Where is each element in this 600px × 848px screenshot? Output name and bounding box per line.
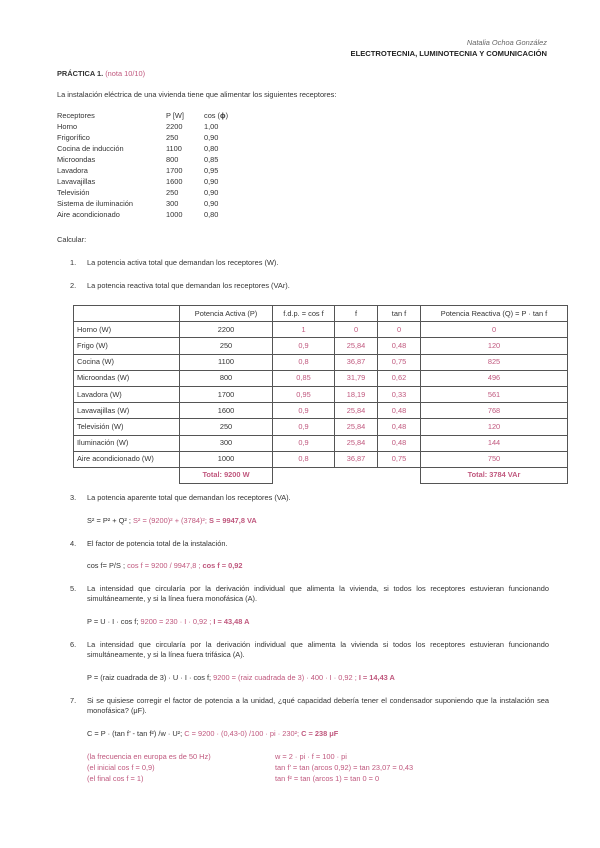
table-cell: 120 <box>421 338 568 354</box>
note-right: tan f² = tan (arcos 1) = tan 0 = 0 <box>275 774 380 783</box>
table-row <box>74 338 568 354</box>
question-number: 1. <box>70 258 77 267</box>
table-cell: 25,84 <box>335 419 378 435</box>
receptor-cos: 0,90 <box>204 188 219 197</box>
total-reactive-power: Total: 3784 VAr <box>421 467 568 483</box>
note-right: tan f’ = tan (arcos 0,92) = tan 23,07 = 0,43 <box>275 763 414 772</box>
question-1-text: La potencia activa total que demandan los receptores (W). <box>87 258 279 267</box>
table-cell: 0,9 <box>273 338 335 354</box>
question-5-formula: P = U · I · cos f; 9200 = 230 · I · 0,92 ; I = 43,48 A <box>87 617 250 626</box>
table-cell: 36,87 <box>335 354 378 370</box>
table-cell: Microondas (W) <box>74 370 180 386</box>
table-cell: 250 <box>180 338 273 354</box>
table-row <box>74 451 568 467</box>
receptor-power: 800 <box>166 155 179 164</box>
receptor-power: 2200 <box>166 122 183 131</box>
table-header-cell: f <box>335 306 378 322</box>
receptor-cos: 1,00 <box>204 122 219 131</box>
table-cell: Iluminación (W) <box>74 435 180 451</box>
receptor-cos: 0,80 <box>204 210 219 219</box>
table-row <box>74 322 568 338</box>
table-header-cell: f.d.p. = cos f <box>273 306 335 322</box>
table-row <box>74 403 568 419</box>
table-cell: 0,95 <box>273 386 335 402</box>
table-cell: 0 <box>335 322 378 338</box>
table-cell: 0,48 <box>378 435 421 451</box>
table-cell: 300 <box>180 435 273 451</box>
table-cell: 750 <box>421 451 568 467</box>
table-cell: 25,84 <box>335 435 378 451</box>
table-cell: 561 <box>421 386 568 402</box>
table-cell: 1600 <box>180 403 273 419</box>
receptor-power: 1000 <box>166 210 183 219</box>
table-cell: 1000 <box>180 451 273 467</box>
table-cell: 0,48 <box>378 419 421 435</box>
receptor-name: Lavadora <box>57 166 88 175</box>
question-4-formula: cos f= P/S ; cos f = 9200 / 9947,8 ; cos f = 0,92 <box>87 561 243 570</box>
note-right: w = 2 · pi · f = 100 · pi <box>275 752 347 761</box>
receptor-cos: 0,95 <box>204 166 219 175</box>
table-cell: 144 <box>421 435 568 451</box>
table-cell: 0 <box>378 322 421 338</box>
table-row <box>74 370 568 386</box>
table-cell: 0,9 <box>273 419 335 435</box>
table-cell: 0,9 <box>273 403 335 419</box>
question-2-text: La potencia reactiva total que demandan los receptores (VAr). <box>87 281 290 290</box>
receptor-name: Microondas <box>57 155 96 164</box>
table-cell: Lavadora (W) <box>74 386 180 402</box>
reactive-power-table <box>73 305 568 484</box>
total-active-power: Total: 9200 W <box>180 467 273 483</box>
table-cell: Lavavajillas (W) <box>74 403 180 419</box>
question-5-text: La intensidad que circularía por la derivación individual que alimenta la vivienda, si todos los receptores estuvieran funcionando simultáneamente, y si la línea fuera monofásica (A). <box>87 584 549 603</box>
table-cell: 0,62 <box>378 370 421 386</box>
question-3-text: La potencia aparente total que demandan los receptores (VA). <box>87 493 291 502</box>
receptor-name: Televisión <box>57 188 90 197</box>
question-7-formula: C = P · (tan f’ - tan f²) /w · U²; C = 9200 · (0,43-0) /100 · pi · 230²; C = 238 μF <box>87 729 339 738</box>
practice-title <box>57 69 145 79</box>
receptor-power: 1100 <box>166 144 182 153</box>
table-cell: 31,79 <box>335 370 378 386</box>
receptor-name: Aire acondicionado <box>57 210 120 219</box>
table-cell: 0,9 <box>273 435 335 451</box>
author-name: Natalia Ochoa González <box>466 38 547 47</box>
table-header-cell: Potencia Activa (P) <box>180 306 273 322</box>
table-cell: 0,75 <box>378 354 421 370</box>
practice-label: PRÁCTICA 1. <box>57 69 104 78</box>
receptor-name: Frigorífico <box>57 133 90 142</box>
table-cell: 0,33 <box>378 386 421 402</box>
table-cell: 1 <box>273 322 335 338</box>
table-row <box>74 419 568 435</box>
receptor-power: 1600 <box>166 177 183 186</box>
receptor-name: Horno <box>57 122 78 131</box>
question-number: 2. <box>70 281 77 290</box>
table-cell: 0,75 <box>378 451 421 467</box>
table-total-row <box>74 467 568 483</box>
table-cell: 0,8 <box>273 451 335 467</box>
receptor-cos: 0,80 <box>204 144 219 153</box>
table-cell: 0 <box>421 322 568 338</box>
table-cell: Horno (W) <box>74 322 180 338</box>
table-cell: 0,48 <box>378 338 421 354</box>
table-cell: Frigo (W) <box>74 338 180 354</box>
phi-symbol: ϕ <box>220 111 226 120</box>
table-cell: 36,87 <box>335 451 378 467</box>
table-cell: 0,85 <box>273 370 335 386</box>
receptor-power: 1700 <box>166 166 183 175</box>
note-left: (el inicial cos f = 0,9) <box>87 763 155 772</box>
table-cell: 768 <box>421 403 568 419</box>
table-cell: 250 <box>180 419 273 435</box>
table-cell: Cocina (W) <box>74 354 180 370</box>
table-cell: 496 <box>421 370 568 386</box>
receptor-power: 300 <box>166 199 179 208</box>
table-cell: 120 <box>421 419 568 435</box>
question-4-text: El factor de potencia total de la instalación. <box>87 539 228 548</box>
receptor-header-name: Receptores <box>57 111 95 120</box>
table-cell: 800 <box>180 370 273 386</box>
practice-grade: (nota 10/10) <box>105 69 146 78</box>
question-6-formula: P = (raiz cuadrada de 3) · U · I · cos f; 9200 = (raiz cuadrada de 3) · 400 · I · 0,92 ; I = 14,43 A <box>87 673 395 682</box>
table-header-cell: tan f <box>378 306 421 322</box>
table-cell: 1100 <box>180 354 273 370</box>
table-cell: 1700 <box>180 386 273 402</box>
receptor-name: Lavavajillas <box>57 177 96 186</box>
table-header-cell: Potencia Reactiva (Q) = P · tan f <box>421 306 568 322</box>
question-number: 6. <box>70 640 77 649</box>
receptor-power: 250 <box>166 133 179 142</box>
question-3-formula: S² = P² + Q² ; S² = (9200)² + (3784)²; S = 9947,8 VA <box>87 516 257 525</box>
table-row <box>74 354 568 370</box>
receptor-cos: 0,90 <box>204 177 219 186</box>
calcular-label: Calcular: <box>57 235 87 244</box>
table-cell: 18,19 <box>335 386 378 402</box>
table-cell: Televisión (W) <box>74 419 180 435</box>
table-cell: 25,84 <box>335 403 378 419</box>
table-header-row <box>74 306 568 322</box>
course-title: ELECTROTECNIA, LUMINOTECNIA Y COMUNICACIÓN <box>350 49 547 58</box>
table-cell: 2200 <box>180 322 273 338</box>
receptor-name: Cocina de inducción <box>57 144 124 153</box>
receptor-header-power: P [W] <box>166 111 184 120</box>
receptor-cos: 0,85 <box>204 155 219 164</box>
table-cell: Aire acondicionado (W) <box>74 451 180 467</box>
question-7-text: Si se quisiese corregir el factor de potencia a la unidad, ¿qué capacidad debería tener el condensador suponiendo que la instalación sea monofásica? (μF). <box>87 696 549 715</box>
receptor-power: 250 <box>166 188 179 197</box>
table-cell: 825 <box>421 354 568 370</box>
table-row <box>74 386 568 402</box>
note-left: (la frecuencia en europa es de 50 Hz) <box>87 752 211 761</box>
question-6-text: La intensidad que circularía por la derivación individual que alimenta la vivienda si todos los receptores estuvieran funcionando simultáneamente, y si la línea fuera trifásica (A). <box>87 640 549 659</box>
question-number: 4. <box>70 539 77 548</box>
table-cell: 0,8 <box>273 354 335 370</box>
table-cell: 25,84 <box>335 338 378 354</box>
table-row <box>74 435 568 451</box>
receptor-cos: 0,90 <box>204 133 219 142</box>
intro-text: La instalación eléctrica de una vivienda tiene que alimentar los siguientes receptores: <box>57 90 337 99</box>
question-number: 7. <box>70 696 77 705</box>
note-left: (el final cos f = 1) <box>87 774 144 783</box>
receptor-cos: 0,90 <box>204 199 219 208</box>
question-number: 5. <box>70 584 77 593</box>
table-header-cell <box>74 306 180 322</box>
receptor-name: Sistema de iluminación <box>57 199 133 208</box>
question-number: 3. <box>70 493 77 502</box>
receptor-header-cos: cos (ϕ) <box>204 111 229 120</box>
table-cell: 0,48 <box>378 403 421 419</box>
